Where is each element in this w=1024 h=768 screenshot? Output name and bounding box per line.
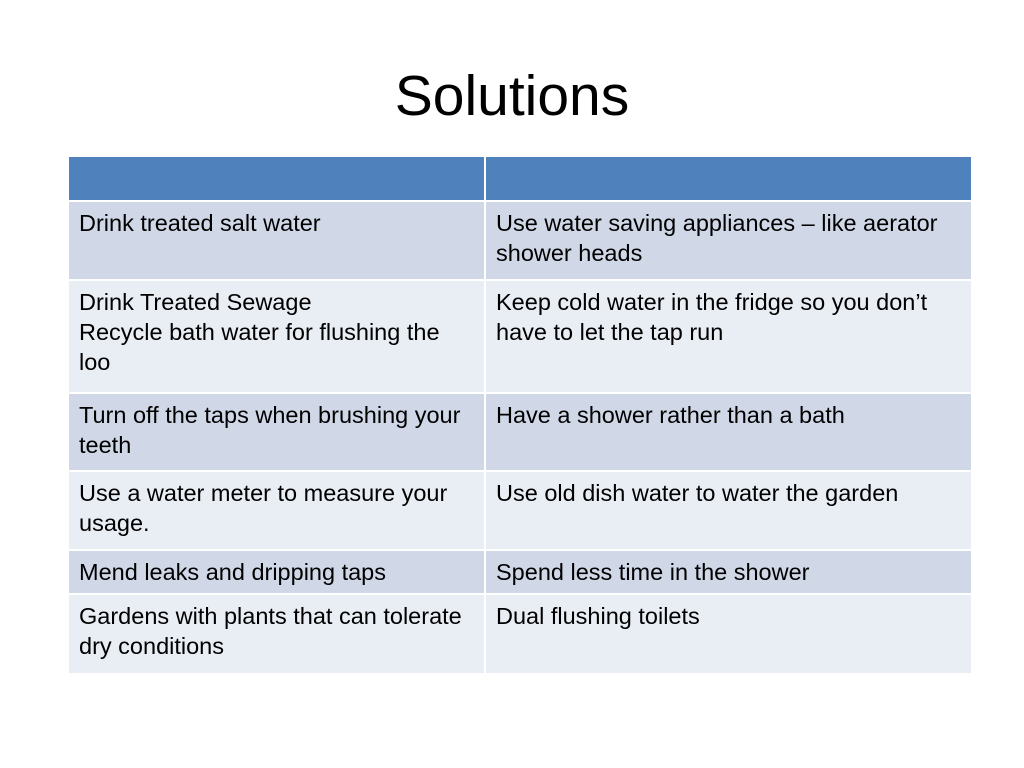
cell-left — [69, 202, 486, 279]
cell-right — [486, 202, 971, 279]
table-row — [69, 472, 971, 551]
header-cell-left — [69, 157, 486, 200]
cell-text: Spend less time in the shower — [496, 559, 810, 585]
cell-text: Turn off the taps when brushing your teeth — [79, 402, 461, 458]
table-row — [69, 551, 971, 595]
cell-left — [69, 394, 486, 470]
table-row — [69, 281, 971, 394]
cell-text: Gardens with plants that can tolerate dry conditions — [79, 603, 462, 659]
table-row — [69, 394, 971, 472]
cell-right — [486, 551, 971, 593]
cell-right — [486, 595, 971, 673]
cell-right — [486, 394, 971, 470]
cell-left — [69, 281, 486, 392]
table-header-row — [69, 157, 971, 202]
cell-left — [69, 472, 486, 549]
cell-text: Have a shower rather than a bath — [496, 402, 845, 428]
cell-text: Keep cold water in the fridge so you don’t have to let the tap run — [496, 289, 928, 345]
cell-text: Use water saving appliances – like aerator shower heads — [496, 210, 938, 266]
table-row — [69, 595, 971, 673]
header-cell-right — [486, 157, 971, 200]
cell-left — [69, 551, 486, 593]
table-row — [69, 202, 971, 281]
cell-text: Drink treated salt water — [79, 210, 321, 236]
cell-text: Drink Treated Sewage — [79, 289, 312, 315]
slide-title: Solutions — [394, 64, 630, 128]
cell-text: Mend leaks and dripping taps — [79, 559, 387, 585]
cell-text: Use a water meter to measure your usage. — [79, 480, 448, 536]
solutions-table — [69, 157, 971, 673]
cell-right — [486, 472, 971, 549]
cell-text: Dual flushing toilets — [496, 603, 700, 629]
cell-left — [69, 595, 486, 673]
cell-right — [486, 281, 971, 392]
cell-text: Use old dish water to water the garden — [496, 480, 899, 506]
cell-text: Recycle bath water for flushing the loo — [79, 319, 440, 375]
